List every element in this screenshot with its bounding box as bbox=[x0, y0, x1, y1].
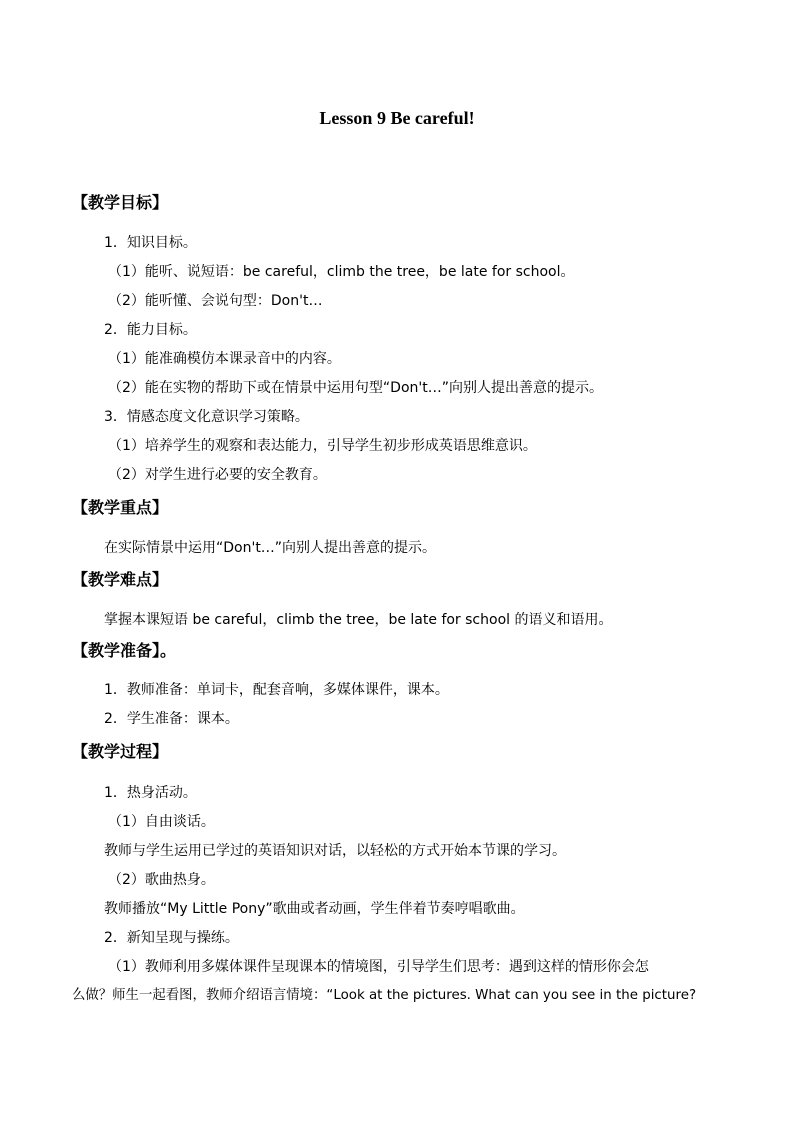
paragraph-line: （1）培养学生的观察和表达能力，引导学生初步形成英语思维意识。 bbox=[108, 438, 537, 454]
heading-objectives: 【教学目标】 bbox=[72, 193, 169, 212]
paragraph-line: 1．教师准备：单词卡，配套音响，多媒体课件，课本。 bbox=[104, 682, 449, 698]
paragraph-line: 掌握本课短语 be careful，climb the tree，be late for school 的语义和语用。 bbox=[104, 612, 613, 628]
paragraph-line: （2）能在实物的帮助下或在情景中运用句型“Don't…”向别人提出善意的提示。 bbox=[108, 380, 603, 396]
paragraph-line: 1．知识目标。 bbox=[104, 235, 197, 251]
paragraph-line: （2）对学生进行必要的安全教育。 bbox=[108, 467, 327, 483]
paragraph-line: （2）歌曲热身。 bbox=[108, 872, 215, 888]
page-title: Lesson 9 Be careful! bbox=[319, 108, 475, 128]
heading-process: 【教学过程】 bbox=[72, 742, 169, 761]
paragraph-line: （1）能准确模仿本课录音中的内容。 bbox=[108, 351, 341, 367]
heading-preparation: 【教学准备】。 bbox=[72, 641, 177, 660]
heading-difficulties: 【教学难点】 bbox=[72, 570, 169, 589]
paragraph-line: 2．能力目标。 bbox=[104, 322, 197, 338]
paragraph-line: （2）能听懂、会说句型：Don't… bbox=[108, 293, 323, 309]
paragraph-line: 1．热身活动。 bbox=[104, 785, 197, 801]
paragraph-line: 2．学生准备：课本。 bbox=[104, 711, 239, 727]
paragraph-line: 在实际情景中运用“Don't…”向别人提出善意的提示。 bbox=[104, 540, 437, 556]
paragraph-line: （1）自由谈话。 bbox=[108, 814, 215, 830]
paragraph-line: （1）教师利用多媒体课件呈现课本的情境图，引导学生们思考：遇到这样的情形你会怎 bbox=[108, 959, 649, 975]
paragraph-line: 教师播放“My Little Pony”歌曲或者动画，学生伴着节奏哼唱歌曲。 bbox=[104, 901, 525, 917]
paragraph-line: 3．情感态度文化意识学习策略。 bbox=[104, 409, 309, 425]
paragraph-line: （1）能听、说短语：be careful，climb the tree，be late for school。 bbox=[108, 264, 575, 280]
heading-key-points: 【教学重点】 bbox=[72, 498, 169, 517]
paragraph-line: 么做？师生一起看图，教师介绍语言情境：“Look at the pictures. What can you see in the picture? bbox=[72, 988, 697, 1003]
paragraph-line: 2．新知呈现与操练。 bbox=[104, 930, 239, 946]
paragraph-line: 教师与学生运用已学过的英语知识对话，以轻松的方式开始本节课的学习。 bbox=[104, 843, 566, 859]
